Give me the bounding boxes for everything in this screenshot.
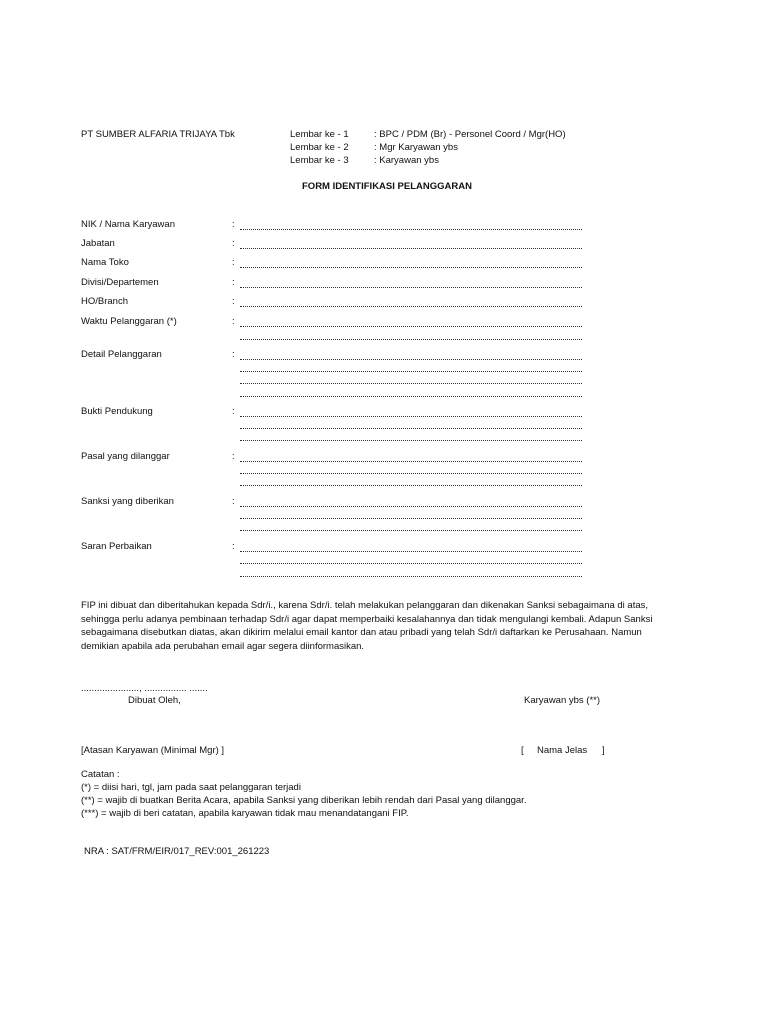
fill-line[interactable]	[240, 416, 582, 417]
name-label: Nama Jelas	[537, 745, 588, 756]
name-bracket-close: ]	[602, 745, 605, 756]
fill-line[interactable]	[240, 396, 582, 397]
copy-sheet-2: Lembar ke - 2	[290, 142, 349, 153]
field-label-divisi: Divisi/Departemen	[81, 277, 159, 288]
name-bracket-open: [	[521, 745, 524, 756]
field-colon: :	[232, 349, 235, 360]
superior-signature-label: [Atasan Karyawan (Minimal Mgr) ]	[81, 745, 225, 756]
field-label-waktu: Waktu Pelanggaran (*)	[81, 316, 177, 327]
field-colon: :	[232, 277, 235, 288]
copy-sheet-3: Lembar ke - 3	[290, 155, 349, 166]
fill-line[interactable]	[240, 485, 582, 486]
note-item-3: (***) = wajib di beri catatan, apabila karyawan tidak mau menandatangani FIP.	[81, 808, 409, 819]
field-label-pasal: Pasal yang dilanggar	[81, 451, 170, 462]
field-colon: :	[232, 451, 235, 462]
copy-recipient-3: : Karyawan ybs	[374, 155, 439, 166]
fill-line[interactable]	[240, 287, 582, 288]
fill-line[interactable]	[240, 506, 582, 507]
field-label-nik: NIK / Nama Karyawan	[81, 219, 175, 230]
fill-line[interactable]	[240, 326, 582, 327]
fill-line[interactable]	[240, 551, 582, 552]
fill-line[interactable]	[240, 440, 582, 441]
fill-line[interactable]	[240, 461, 582, 462]
form-title: FORM IDENTIFIKASI PELANGGARAN	[302, 181, 472, 192]
company-name: PT SUMBER ALFARIA TRIJAYA Tbk	[81, 129, 235, 140]
fill-line[interactable]	[240, 518, 582, 519]
fill-line[interactable]	[240, 428, 582, 429]
fill-line[interactable]	[240, 267, 582, 268]
field-colon: :	[232, 296, 235, 307]
field-colon: :	[232, 219, 235, 230]
field-colon: :	[232, 541, 235, 552]
field-label-detail: Detail Pelanggaran	[81, 349, 162, 360]
statement-paragraph: FIP ini dibuat dan diberitahukan kepada Sdr/i., karena Sdr/i. telah melakukan pelanggaran dan dikenakan Sanksi sebagaimana di atas, sehingga perlu adanya pembinaan terhadap Sdr/i agar dapat memperbaiki kesalahannya dan tidak mengulangi kembali. Adapun Sanksi sebagaimana disebutkan diatas, akan dikirim melalui email kantor dan atau pribadi yang telah Sdr/i daftarkan ke Perusahaan. Namun demikian apabila ada perubahan email agar segera diinformasikan.	[81, 600, 653, 652]
fill-line[interactable]	[240, 371, 582, 372]
fill-line[interactable]	[240, 359, 582, 360]
copy-sheet-1: Lembar ke - 1	[290, 129, 349, 140]
field-label-sanksi: Sanksi yang diberikan	[81, 496, 174, 507]
field-label-nama-toko: Nama Toko	[81, 257, 129, 268]
field-label-saran: Saran Perbaikan	[81, 541, 152, 552]
place-date-line[interactable]: ......................, ................ .......	[81, 683, 208, 694]
note-item-2: (**) = wajib di buatkan Berita Acara, apabila Sanksi yang diberikan lebih rendah dari Pasal yang dilanggar.	[81, 795, 527, 806]
fill-line[interactable]	[240, 383, 582, 384]
fill-line[interactable]	[240, 248, 582, 249]
field-label-jabatan: Jabatan	[81, 238, 115, 249]
made-by-label: Dibuat Oleh,	[128, 695, 181, 706]
field-colon: :	[232, 238, 235, 249]
note-item-1: (*) = diisi hari, tgl, jam pada saat pelanggaran terjadi	[81, 782, 301, 793]
copy-recipient-2: : Mgr Karyawan ybs	[374, 142, 458, 153]
notes-title: Catatan :	[81, 769, 120, 780]
field-label-bukti: Bukti Pendukung	[81, 406, 153, 417]
field-colon: :	[232, 257, 235, 268]
employee-label: Karyawan ybs (**)	[524, 695, 601, 706]
field-colon: :	[232, 316, 235, 327]
copy-recipient-1: : BPC / PDM (Br) - Personel Coord / Mgr(HO)	[374, 129, 566, 140]
fill-line[interactable]	[240, 229, 582, 230]
fill-line[interactable]	[240, 339, 582, 340]
field-colon: :	[232, 406, 235, 417]
field-colon: :	[232, 496, 235, 507]
document-reference: NRA : SAT/FRM/EIR/017_REV:001_261223	[84, 846, 270, 857]
fill-line[interactable]	[240, 306, 582, 307]
fill-line[interactable]	[240, 563, 582, 564]
field-label-ho-branch: HO/Branch	[81, 296, 128, 307]
fill-line[interactable]	[240, 576, 582, 577]
fill-line[interactable]	[240, 473, 582, 474]
fill-line[interactable]	[240, 530, 582, 531]
